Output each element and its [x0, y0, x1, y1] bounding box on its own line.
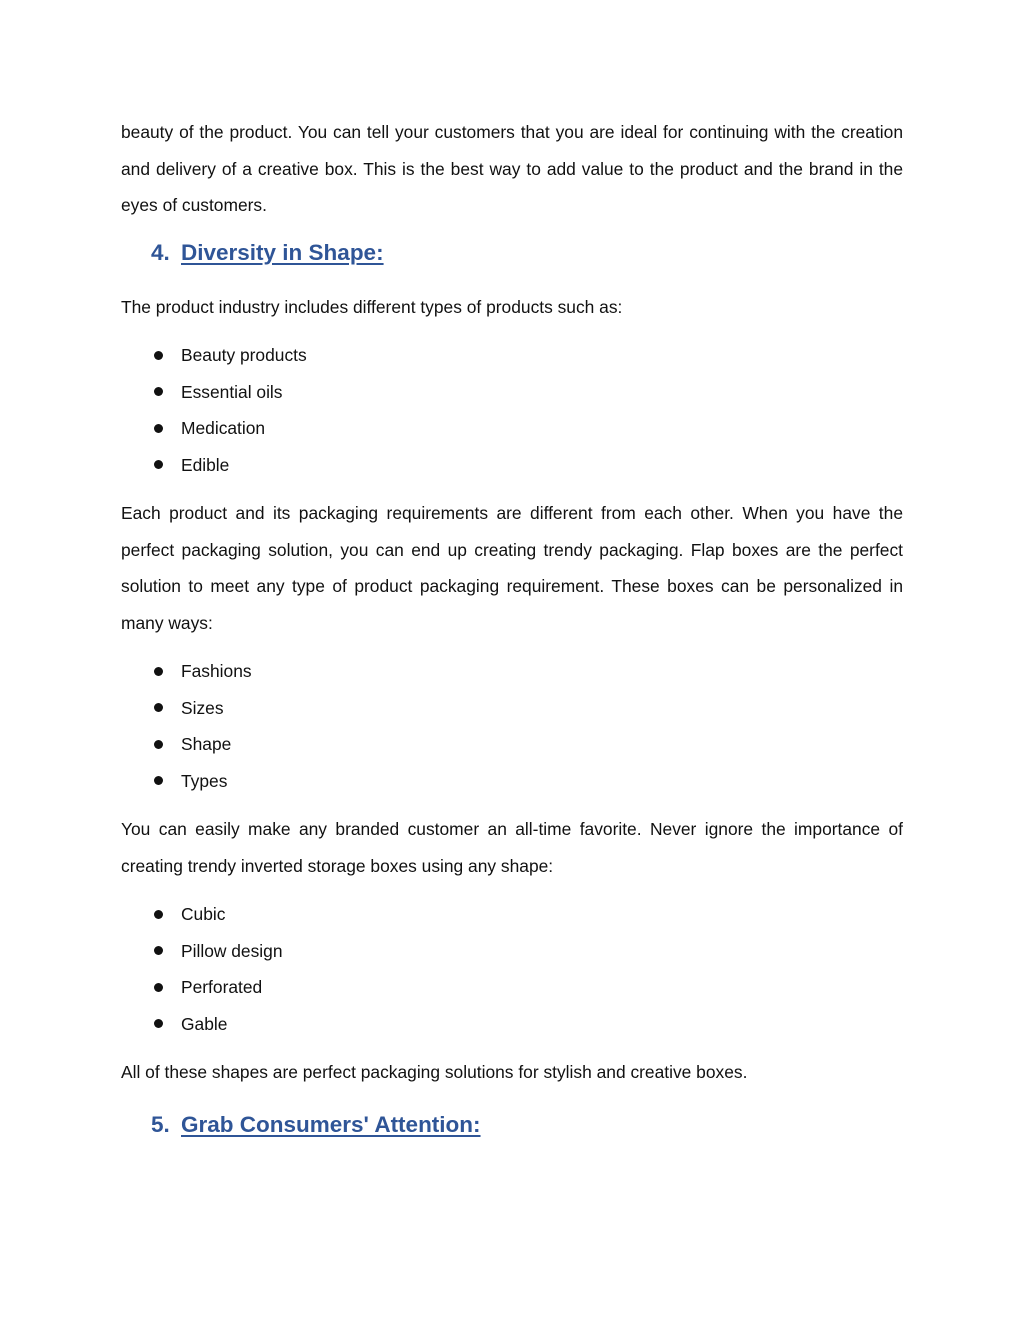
list-item: Beauty products [121, 337, 903, 374]
document-page [121, 114, 903, 1141]
bullet-icon [154, 387, 163, 396]
list-item: Pillow design [121, 933, 903, 970]
bullet-icon [154, 703, 163, 712]
list-item: Cubic [121, 896, 903, 933]
list-item: Types [121, 763, 903, 800]
section-4-paragraph-2: Each product and its packaging requirements are different from each other. When you have the perfect packaging solution, you can end up creating trendy packaging. Flap boxes are the perfect solution to meet any type of product packaging requirement. These boxes can be personalized in many ways: [121, 503, 903, 633]
list-item: Gable [121, 1006, 903, 1043]
section-4-number: 4. [151, 239, 170, 265]
bullet-icon [154, 740, 163, 749]
section-4-title: Diversity in Shape: [181, 239, 384, 265]
section-4-paragraph-3: You can easily make any branded customer an all-time favorite. Never ignore the importance of creating trendy inverted storage boxes using any shape: [121, 819, 903, 876]
section-5-title: Grab Consumers' Attention: [181, 1111, 481, 1137]
section-4-paragraph-1: The product industry includes different types of products such as: [121, 296, 623, 317]
personalization-list [121, 653, 903, 799]
bullet-icon [154, 983, 163, 992]
shapes-list [121, 896, 903, 1042]
section-4-paragraph-4: All of these shapes are perfect packaging solutions for stylish and creative boxes. [121, 1062, 748, 1082]
list-item: Sizes [121, 690, 903, 727]
bullet-icon [154, 910, 163, 919]
bullet-icon [154, 460, 163, 469]
section-5-number: 5. [151, 1111, 170, 1137]
bullet-icon [154, 946, 163, 955]
list-item: Essential oils [121, 374, 903, 411]
list-item: Shape [121, 726, 903, 763]
bullet-icon [154, 351, 163, 360]
bullet-icon [154, 1019, 163, 1028]
bullet-icon [154, 776, 163, 785]
list-item: Perforated [121, 969, 903, 1006]
section-5-heading [151, 1109, 903, 1141]
list-item: Medication [121, 410, 903, 447]
intro-paragraph: beauty of the product. You can tell your customers that you are ideal for continuing with the creation and delivery of a creative box. This is the best way to add value to the product and the brand in the eyes of customers. [121, 122, 903, 215]
list-item: Edible [121, 447, 903, 484]
product-types-list [121, 337, 903, 483]
list-item: Fashions [121, 653, 903, 690]
section-4-heading [151, 237, 903, 269]
bullet-icon [154, 667, 163, 676]
bullet-icon [154, 424, 163, 433]
